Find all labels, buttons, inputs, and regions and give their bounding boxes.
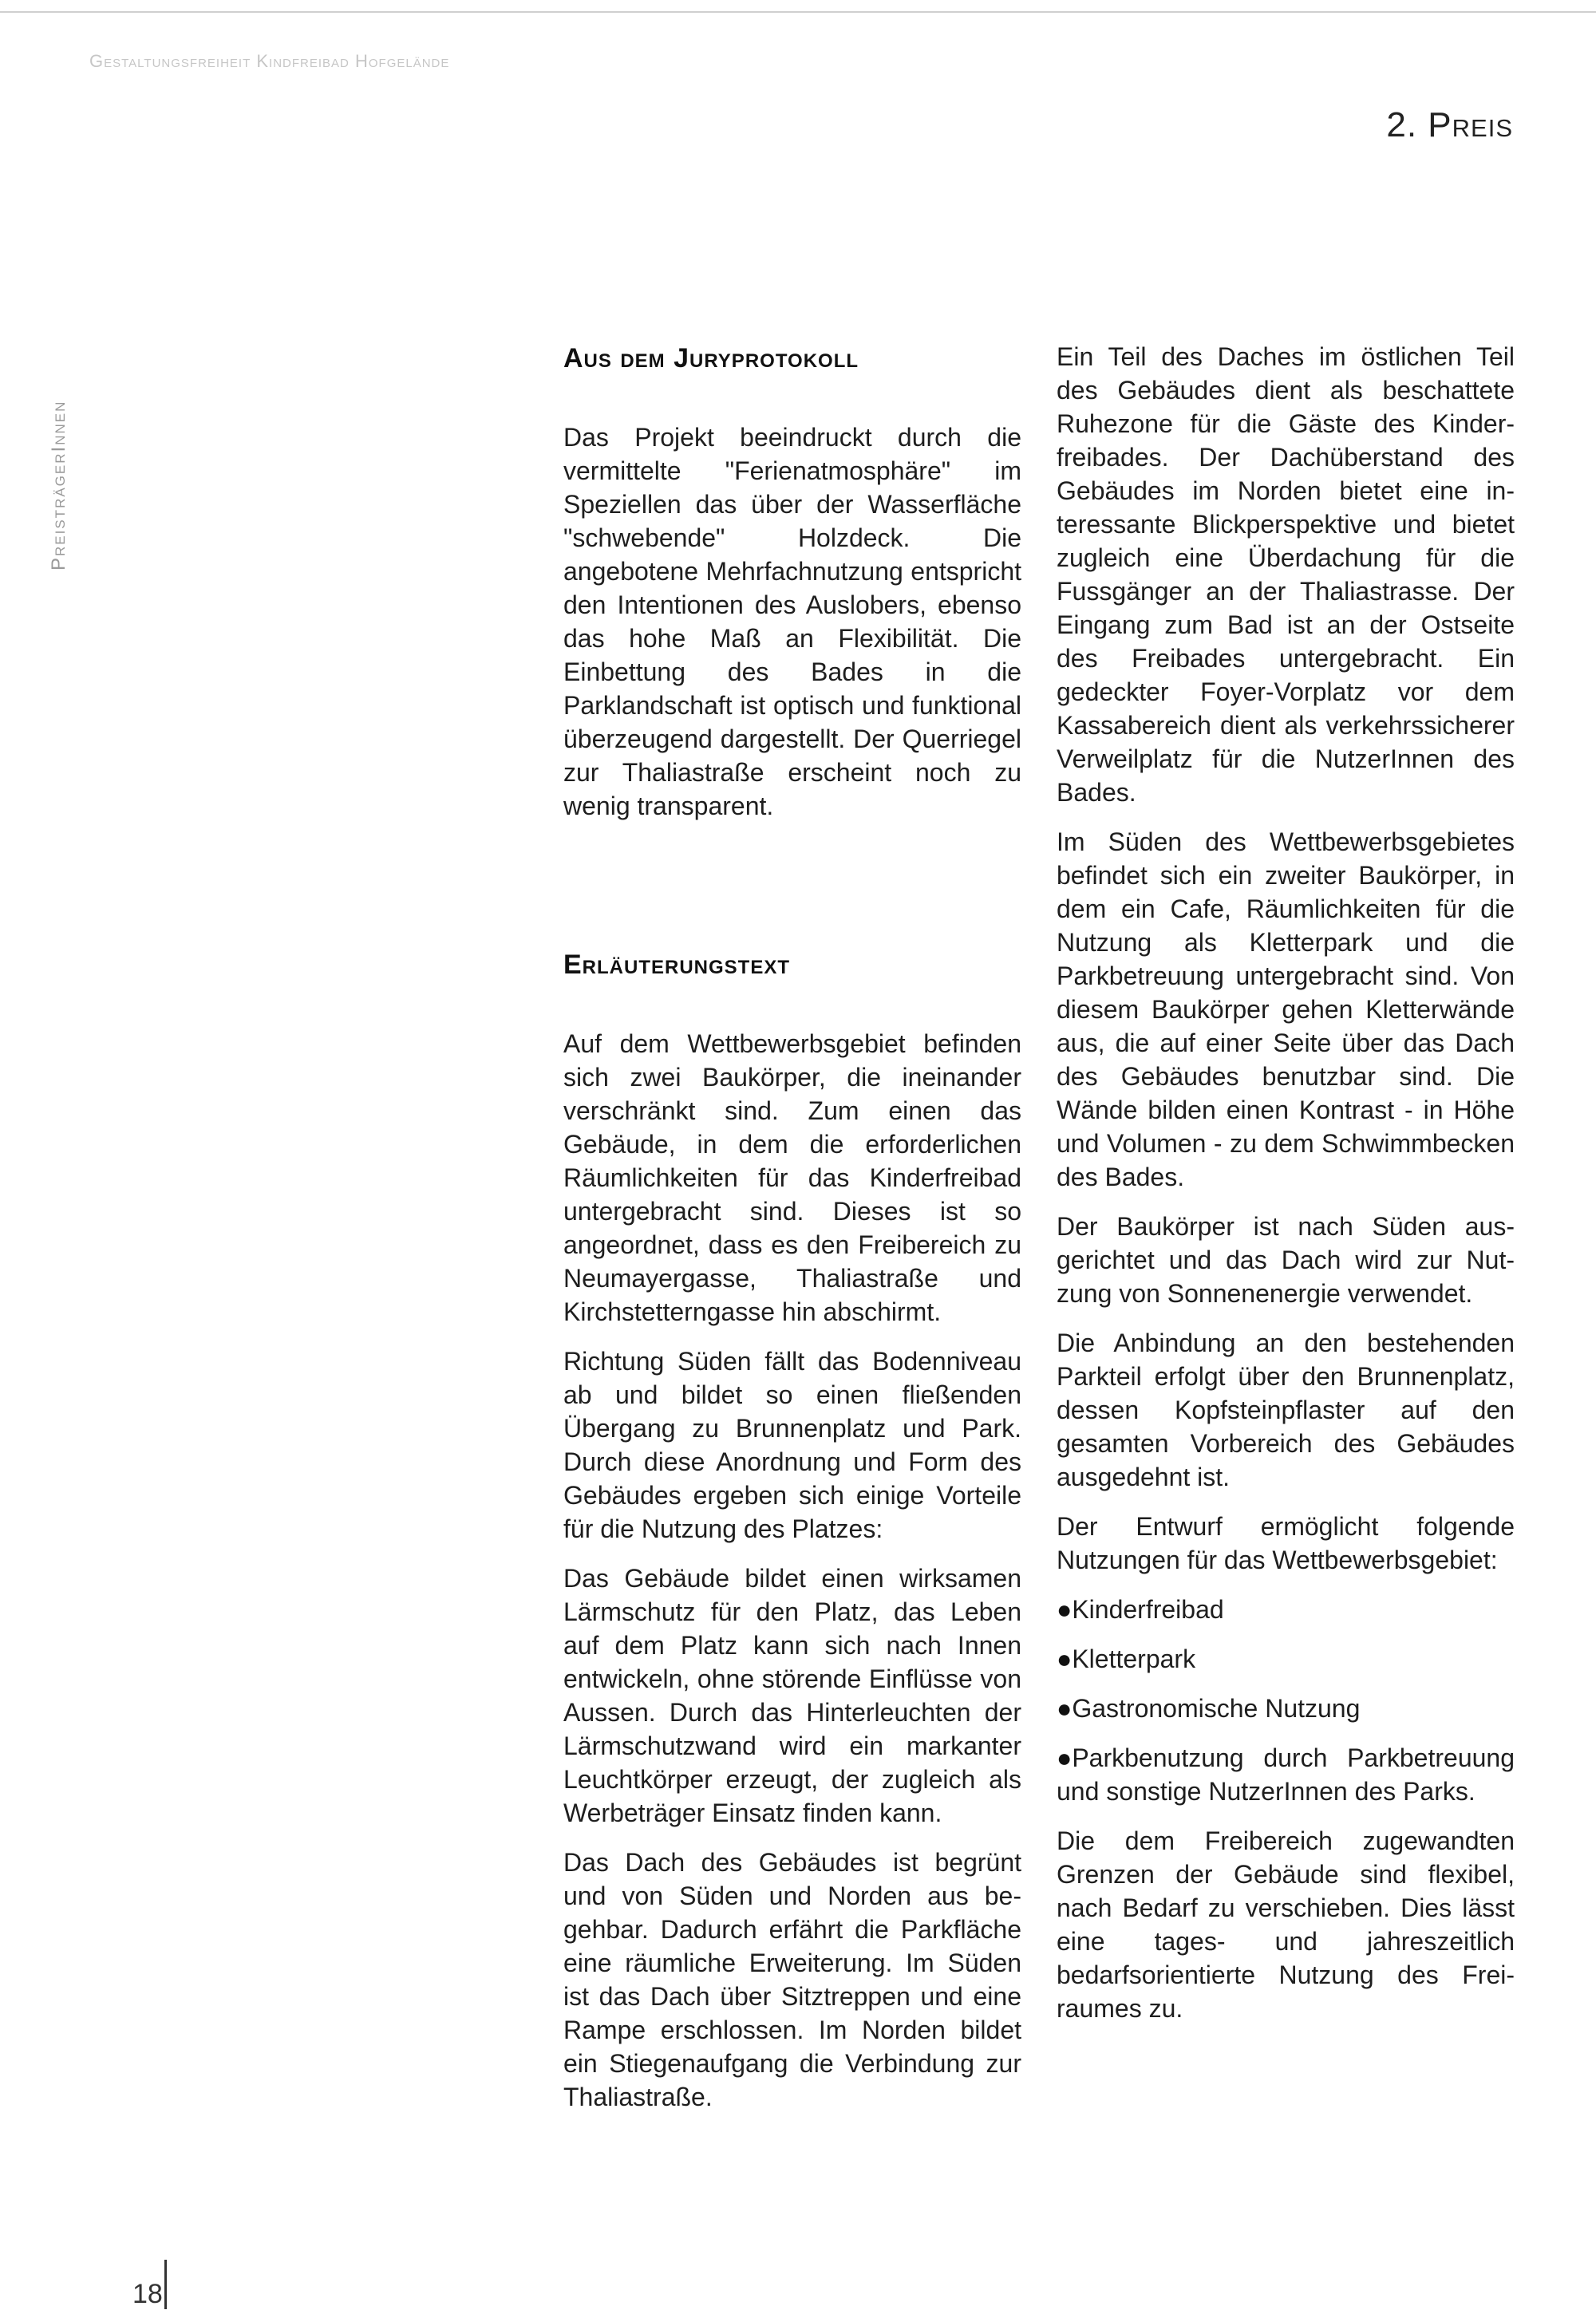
explanation-heading: Erläuterungstext [563, 950, 791, 980]
list-item-text: Parkbenutzung durch Parkbetreuung und sonstige NutzerInnen des Parks. [1057, 1743, 1515, 1806]
side-label: PreisträgerInnen [48, 400, 69, 571]
explanation-paragraph-3: Das Gebäude bildet einen wirksamen Lärmschutz für den Platz, das Leben auf dem Platz kann sich nach Innen entwickeln, ohne störende Einflüsse von Aussen. Durch das Hinterleuchten der Lärmschutzwand wird ein markanter Leuchtkörper erzeugt, der zugleich als Werbeträger Einsatz finden kann. [563, 1564, 1021, 1827]
left-column [563, 341, 1021, 2130]
right-column [1057, 340, 1515, 2041]
list-item [1057, 1642, 1515, 1676]
explanation-paragraph-4: Das Dach des Gebäudes ist begrünt und von Süden und Norden aus begehbar. Dadurch erfährt die Parkfläche eine räumliche Erweiterung. Im Süden ist das Dach über Sitztreppen und eine Rampe erschlossen. Im Norden bildet ein Stiegenaufgang die Verbindung zur Thaliastraße. [563, 1848, 1021, 2111]
jury-paragraph: Das Projekt beeindruckt durch die vermittelte "Ferienatmosphäre" im Speziellen das über der Wasserfläche "schwebende" Holzdeck. Die angebotene Mehrfachnutzung entspricht den Intentionen des Auslobers, ebenso das hohe Maß an Flexibilität. Die Einbettung des Bades in die Parklandschaft ist optisch und funktional überzeugend dargestellt. Der Querriegel zur Thaliastraße erscheint noch zu wenig transparent. [563, 423, 1021, 820]
explanation-paragraph-6: Im Süden des Wettbewerbsgebietes befindet sich ein zweiter Baukörper, in dem ein Cafe, Räumlichkeiten für die Nutzung als Kletterpark und die Parkbetreuung untergebracht sind. Von diesem Baukörper gehen Kletterwände aus, die auf einer Seite über das Dach des Gebäudes benutzbar sind. Die Wände bilden einen Kontrast - in Höhe und Volumen - zu dem Schwimmbecken des Bades. [1057, 827, 1515, 1191]
bullet-icon: ● [1057, 1694, 1073, 1723]
list-item-text: Kinderfreibad [1072, 1595, 1224, 1624]
page-number: 18 [132, 2279, 163, 2309]
explanation-paragraph-1: Auf dem Wettbewerbsgebiet befinden sich zwei Baukörper, die ineinander verschränkt sind. Zum einen das Gebäude, in dem die erforderlichen Räumlichkeiten für das Kinderfreibad untergebracht sind. Dieses ist so angeordnet, dass es den Freibereich zu Neumayergasse, Thaliastraße und Kirchstetterngasse hin abschirmt. [563, 1029, 1021, 1326]
explanation-paragraph-2: Richtung Süden fällt das Bodenniveau ab und bildet so einen fließenden Übergang zu Brunnenplatz und Park. Durch diese Anordnung und Form des Gebäudes ergeben sich einige Vorteile für die Nutzung des Platzes: [563, 1347, 1021, 1543]
list-item-text: Kletterpark [1072, 1645, 1196, 1673]
list-item [1057, 1741, 1515, 1808]
page-number-rule [164, 2260, 167, 2309]
bullet-icon: ● [1057, 1645, 1073, 1673]
bullet-icon: ● [1057, 1595, 1073, 1624]
explanation-paragraph-7: Der Baukörper ist nach Süden ausgerichtet und das Dach wird zur Nutzung von Sonnenenergie verwendet. [1057, 1212, 1515, 1308]
bullet-icon: ● [1057, 1743, 1073, 1772]
usage-list [1057, 1593, 1515, 1808]
list-item [1057, 1692, 1515, 1725]
page-label: 2. Preis [1386, 105, 1513, 144]
running-head: Gestaltungsfreiheit Kindfreibad Hofgelände [89, 51, 450, 71]
list-item [1057, 1593, 1515, 1626]
top-rule [0, 11, 1596, 13]
closing-paragraph: Die dem Freibereich zugewandten Grenzen der Gebäude sind flexibel, nach Bedarf zu verschieben. Dies lässt eine tages- und jahreszeitlich bedarfsorientierte Nutzung des Freiraumes zu. [1057, 1826, 1515, 2023]
explanation-paragraph-8: Die Anbindung an den bestehenden Parkteil erfolgt über den Brunnenplatz, dessen Kopfsteinpflaster auf den gesamten Vorbereich des Gebäudes ausgedehnt ist. [1057, 1329, 1515, 1491]
jury-heading: Aus dem Juryprotokoll [563, 343, 859, 373]
explanation-paragraph-9: Der Entwurf ermöglicht folgende Nutzungen für das Wettbewerbsgebiet: [1057, 1512, 1515, 1574]
explanation-paragraph-5: Ein Teil des Daches im östlichen Teil des Gebäudes dient als beschattete Ruhezone für die Gäste des Kinderfreibades. Der Dachüberstand des Gebäudes im Norden bietet eine interessante Blickperspektive und bietet zugleich eine Überdachung für die Fussgänger an der Thaliastrasse. Der Eingang zum Bad ist an der Ostseite des Freibades untergebracht. Ein gedeckter Foyer-Vorplatz vor dem Kassabereich dient als verkehrssicherer Verweilplatz für die NutzerInnen des Bades. [1057, 342, 1515, 807]
list-item-text: Gastronomische Nutzung [1072, 1694, 1361, 1723]
